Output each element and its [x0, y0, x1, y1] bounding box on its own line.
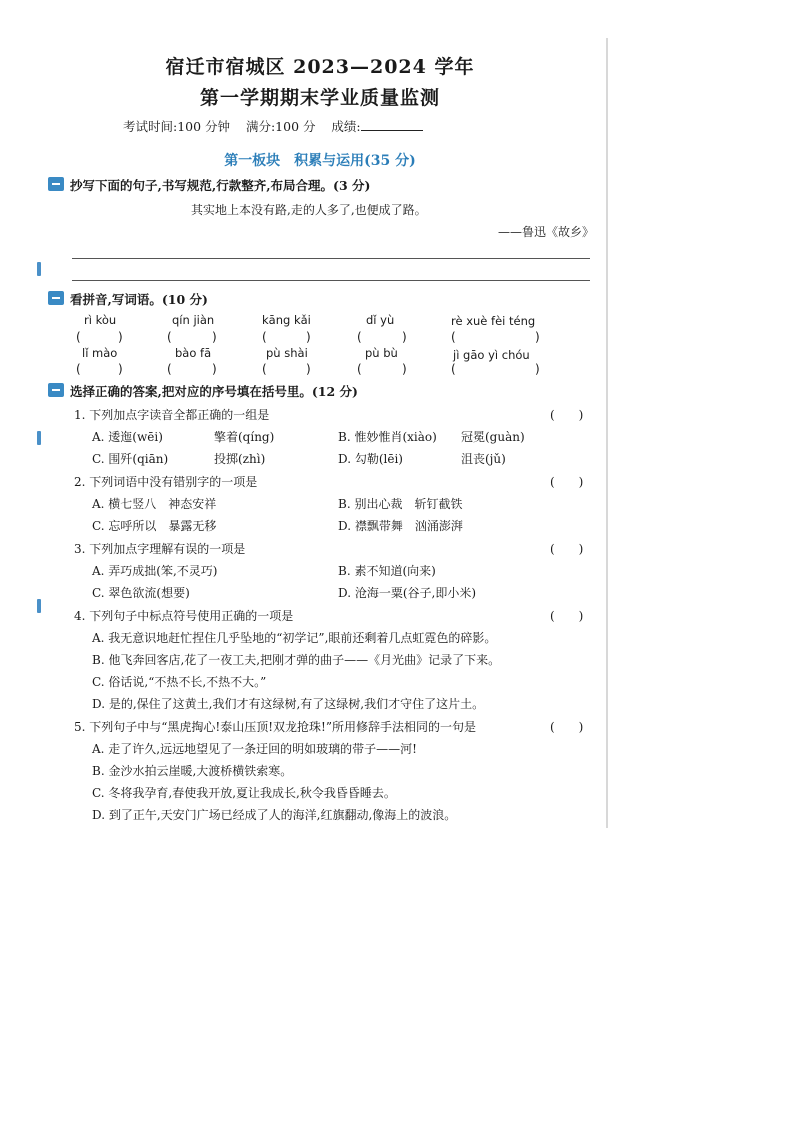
answer-paren-open[interactable]: ( — [76, 330, 81, 344]
option-a: A. 我无意识地赶忙捏住几乎坠地的“初学记”,眼前还剩着几点虹霓色的碎影。 — [92, 631, 497, 645]
answer-bracket[interactable]: ( ) — [550, 475, 584, 489]
option-a: A. 横七竖八 神态安祥 — [92, 497, 217, 511]
pinyin: rè xuè fèi téng — [451, 314, 536, 328]
pinyin: lǐ mào — [82, 346, 118, 360]
answer-paren-open[interactable]: ( — [262, 362, 267, 376]
exam-meta — [123, 117, 423, 135]
pinyin: rì kòu — [84, 313, 117, 327]
answer-bracket[interactable]: ( ) — [550, 720, 584, 734]
answer-bracket[interactable]: ( ) — [550, 542, 584, 556]
pinyin: pù shài — [266, 346, 308, 360]
question-stem: 1. 下列加点字读音全都正确的一组是 — [74, 408, 270, 422]
answer-bracket[interactable]: ( ) — [550, 408, 584, 422]
exam-title: 宿迁市宿城区 2023—2024 学年 — [165, 56, 475, 78]
answer-paren-close[interactable]: ) — [535, 362, 540, 376]
answer-paren-close[interactable]: ) — [212, 330, 217, 344]
writing-line[interactable] — [72, 280, 590, 281]
binding-mark — [37, 431, 41, 445]
answer-paren-close[interactable]: ) — [306, 330, 311, 344]
answer-paren-close[interactable]: ) — [212, 362, 217, 376]
q3-title: 选择正确的答案,把对应的序号填在括号里。(12 分) — [70, 384, 358, 399]
answer-paren-close[interactable]: ) — [306, 362, 311, 376]
binding-mark — [37, 262, 41, 276]
answer-paren-open[interactable]: ( — [451, 362, 456, 376]
q2-badge-icon — [48, 291, 64, 305]
q3-badge-icon — [48, 383, 64, 397]
option-a: A. 弄巧成拙(笨,不灵巧) — [92, 564, 218, 578]
question-stem: 5. 下列句子中与“黑虎掏心!泰山压顶!双龙抢珠!”所用修辞手法相同的一句是 — [74, 720, 477, 734]
answer-paren-open[interactable]: ( — [167, 362, 172, 376]
option-c: C. 围歼(qiān) — [92, 452, 169, 466]
option-c: C. 翠色欲流(想要) — [92, 586, 190, 600]
question-stem: 3. 下列加点字理解有误的一项是 — [74, 542, 246, 556]
answer-paren-close[interactable]: ) — [535, 330, 540, 344]
question-stem: 2. 下列词语中没有错别字的一项是 — [74, 475, 258, 489]
option-b: B. 金沙水拍云崖暖,大渡桥横铁索寒。 — [92, 764, 293, 778]
option-a: A. 逶迤(wēi) — [92, 430, 163, 444]
answer-paren-open[interactable]: ( — [357, 362, 362, 376]
option-d: D. 襟飘带舞 汹涌澎湃 — [338, 519, 463, 533]
option-d: D. 沧海一粟(谷子,即小米) — [338, 586, 477, 600]
option-b: B. 他飞奔回客店,花了一夜工夫,把刚才弹的曲子——《月光曲》记录了下来。 — [92, 653, 501, 667]
score-blank[interactable] — [361, 118, 423, 131]
option-c: C. 冬将我孕育,春使我开放,夏让我成长,秋令我昏昏睡去。 — [92, 786, 396, 800]
q1-source: ——鲁迅《故乡》 — [498, 225, 595, 239]
answer-paren-open[interactable]: ( — [76, 362, 81, 376]
writing-line[interactable] — [72, 258, 590, 259]
option-d-extra: 沮丧(jǔ) — [461, 452, 506, 466]
option-b: B. 别出心裁 斩钉截铁 — [338, 497, 463, 511]
option-d: D. 是的,保住了这黄土,我们才有这绿树,有了这绿树,我们才守住了这片土。 — [92, 697, 485, 711]
exam-subtitle: 第一学期期末学业质量监测 — [199, 87, 440, 109]
option-b-extra: 冠冕(guàn) — [461, 430, 525, 444]
option-a-extra: 擎着(qíng) — [214, 430, 275, 444]
answer-paren-close[interactable]: ) — [402, 330, 407, 344]
q1-title: 抄写下面的句子,书写规范,行款整齐,布局合理。(3 分) — [70, 178, 371, 193]
answer-paren-open[interactable]: ( — [167, 330, 172, 344]
pinyin: kāng kǎi — [262, 313, 311, 327]
answer-paren-open[interactable]: ( — [357, 330, 362, 344]
pinyin: jì gāo yì chóu — [453, 348, 530, 362]
option-c-extra: 投掷(zhì) — [214, 452, 266, 466]
q2-title: 看拼音,写词语。(10 分) — [70, 292, 208, 307]
pinyin: qín jiàn — [172, 313, 215, 327]
exam-full-score: 满分:100 分 — [245, 119, 316, 134]
option-b: B. 惟妙惟肖(xiào) — [338, 430, 437, 444]
section-title: 第一板块 积累与运用(35 分) — [224, 153, 416, 169]
binding-mark — [37, 599, 41, 613]
option-d: D. 到了正午,天安门广场已经成了人的海洋,红旗翻动,像海上的波浪。 — [92, 808, 457, 822]
q1-sentence: 其实地上本没有路,走的人多了,也便成了路。 — [191, 203, 427, 217]
option-a: A. 走了许久,远远地望见了一条迂回的明如玻璃的带子——河! — [92, 742, 417, 756]
answer-paren-open[interactable]: ( — [451, 330, 456, 344]
option-c: C. 俗话说,“不热不长,不热不大。” — [92, 675, 267, 689]
answer-paren-close[interactable]: ) — [118, 330, 123, 344]
pinyin: pù bù — [365, 346, 398, 360]
answer-bracket[interactable]: ( ) — [550, 609, 584, 623]
pinyin: bào fā — [175, 346, 212, 360]
exam-duration: 考试时间:100 分钟 — [123, 119, 231, 134]
answer-paren-close[interactable]: ) — [402, 362, 407, 376]
q1-badge-icon — [48, 177, 64, 191]
score-label: 成绩: — [331, 119, 361, 134]
option-d: D. 勾勒(lēi) — [338, 452, 403, 466]
option-c: C. 忘呼所以 暴露无移 — [92, 519, 217, 533]
question-stem: 4. 下列句子中标点符号使用正确的一项是 — [74, 609, 294, 623]
option-b: B. 素不知道(向来) — [338, 564, 436, 578]
answer-paren-open[interactable]: ( — [262, 330, 267, 344]
pinyin: dǐ yù — [366, 313, 395, 327]
answer-paren-close[interactable]: ) — [118, 362, 123, 376]
